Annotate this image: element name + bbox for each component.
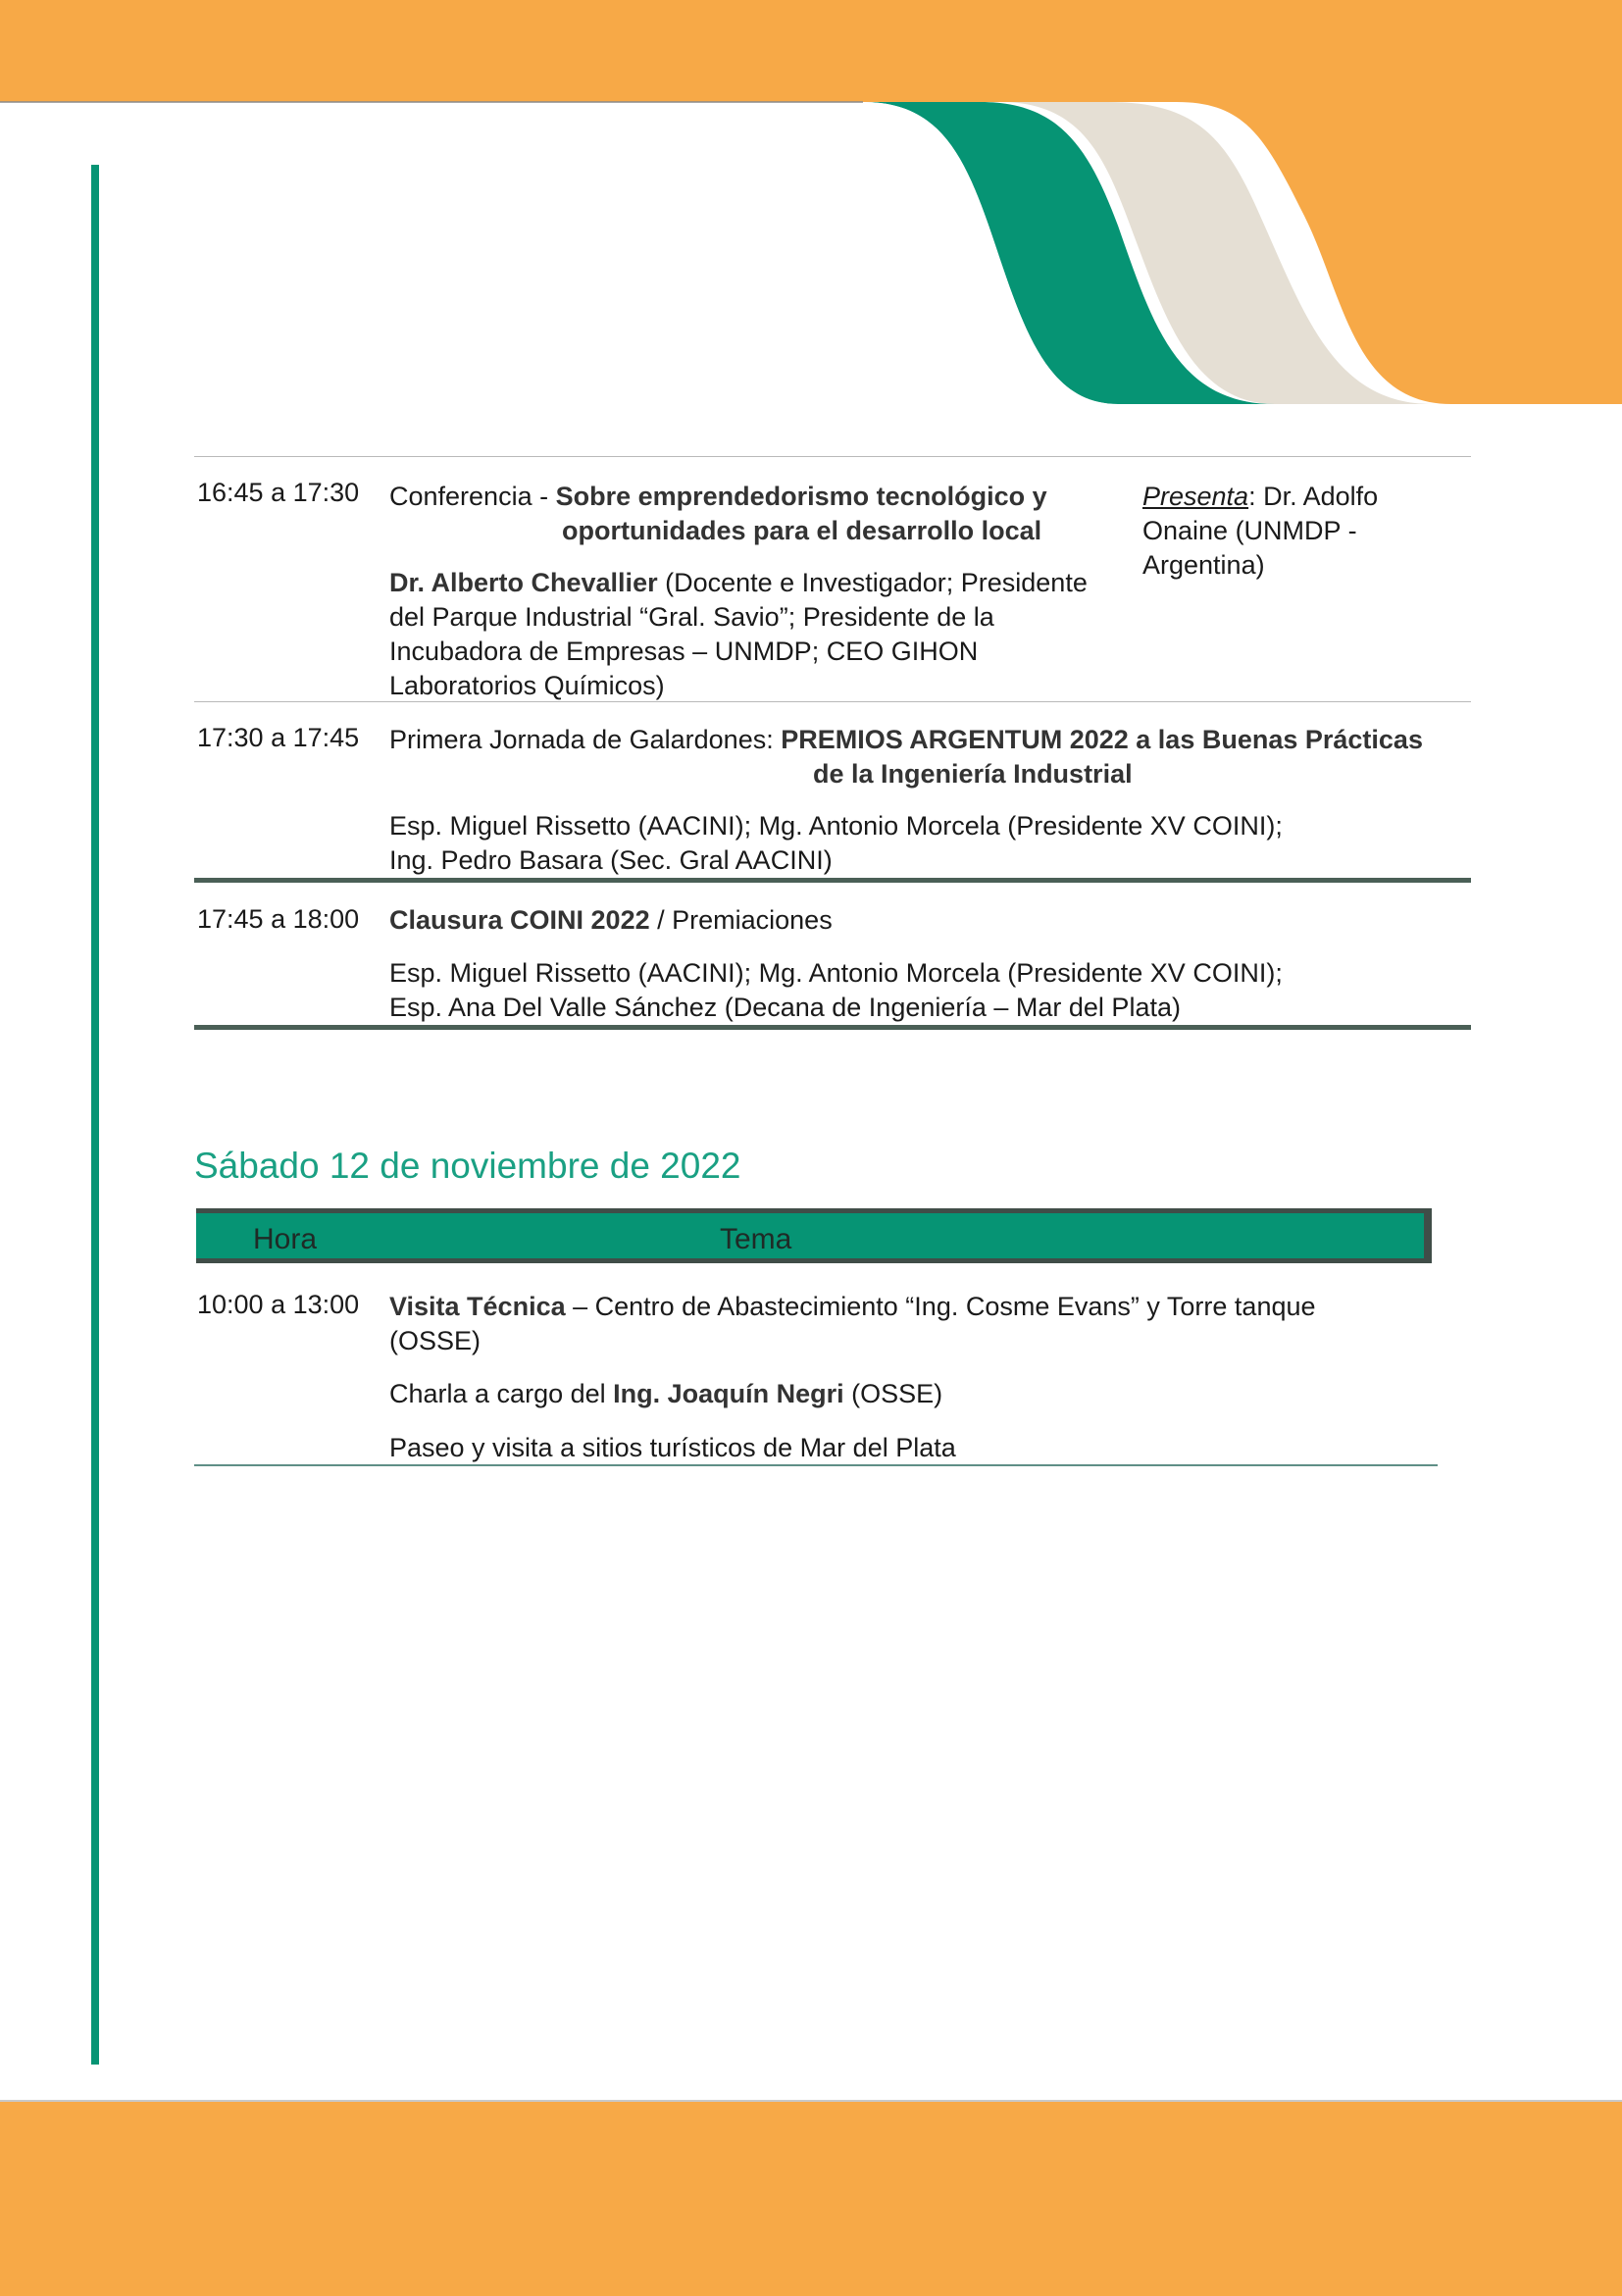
block4-charla-suffix: (OSSE) xyxy=(843,1379,943,1408)
left-accent-bar xyxy=(91,165,99,2065)
block1-speaker-desc-line2: del Parque Industrial “Gral. Savio”; Presidente de la xyxy=(389,602,994,632)
presenta-line3: Argentina) xyxy=(1142,550,1265,580)
block4-visit-rest-line1: – Centro de Abastecimiento “Ing. Cosme Evans” y Torre tanque xyxy=(565,1292,1316,1321)
block1-title-line2: oportunidades para el desarrollo local xyxy=(562,516,1042,545)
block2-title-line1: PREMIOS ARGENTUM 2022 a las Buenas Prácticas xyxy=(781,725,1423,754)
block2-people-line1: Esp. Miguel Rissetto (AACINI); Mg. Antonio Morcela (Presidente XV COINI); xyxy=(389,811,1283,841)
block1-presenta xyxy=(1142,480,1456,583)
table-rule-top xyxy=(194,456,1471,457)
block3-title-bold: Clausura COINI 2022 xyxy=(389,905,650,935)
table-rule-block2 xyxy=(194,701,1471,702)
day-heading: Sábado 12 de noviembre de 2022 xyxy=(194,1146,741,1186)
table-rule-thick-1 xyxy=(194,878,1471,883)
footer-band xyxy=(0,2100,1622,2296)
block3-people xyxy=(389,956,1478,1025)
block1-speaker-desc-line4: Laboratorios Químicos) xyxy=(389,671,665,700)
block4-charla-bold: Ing. Joaquín Negri xyxy=(613,1379,844,1408)
block3-time: 17:45 a 18:00 xyxy=(197,904,360,934)
block2-title xyxy=(389,723,1478,791)
block4-visit-bold: Visita Técnica xyxy=(389,1292,566,1321)
block2-people-line2: Ing. Pedro Basara (Sec. Gral AACINI) xyxy=(389,845,833,875)
presenta-label: Presenta xyxy=(1142,482,1249,511)
table-rule-bottom xyxy=(194,1464,1438,1466)
block3-people-line2: Esp. Ana Del Valle Sánchez (Decana de Ingeniería – Mar del Plata) xyxy=(389,993,1181,1022)
presenta-line1: : Dr. Adolfo xyxy=(1248,482,1379,511)
block1-speaker-name: Dr. Alberto Chevallier xyxy=(389,568,658,597)
header-wave-decoration xyxy=(0,0,1622,412)
block3-suffix: / Premiaciones xyxy=(649,905,833,935)
block4-charla-prefix: Charla a cargo del xyxy=(389,1379,614,1408)
table-rule-thick-2 xyxy=(194,1025,1471,1030)
schedule-table-header xyxy=(196,1208,1432,1263)
block4-paseo: Paseo y visita a sitios turísticos de Mar del Plata xyxy=(389,1433,956,1462)
block1-speaker-desc-line3: Incubadora de Empresas – UNMDP; CEO GIHON xyxy=(389,637,979,666)
header-hora: Hora xyxy=(253,1223,318,1255)
presenta-line2: Onaine (UNMDP - xyxy=(1142,516,1357,545)
block4-charla xyxy=(389,1377,1448,1411)
block4-visit-rest-line2: (OSSE) xyxy=(389,1326,482,1355)
block2-prefix: Primera Jornada de Galardones: xyxy=(389,725,782,754)
block4-time: 10:00 a 13:00 xyxy=(197,1290,360,1319)
block1-speaker xyxy=(389,566,1144,703)
block1-title-line1: Sobre emprendedorismo tecnológico y xyxy=(555,482,1047,511)
block3-people-line1: Esp. Miguel Rissetto (AACINI); Mg. Antonio Morcela (Presidente XV COINI); xyxy=(389,958,1283,988)
block1-speaker-desc-line1: (Docente e Investigador; Presidente xyxy=(657,568,1088,597)
block2-people xyxy=(389,809,1478,878)
header-tema: Tema xyxy=(720,1223,792,1255)
block1-prefix: Conferencia - xyxy=(389,482,556,511)
block3-title xyxy=(389,903,1478,938)
block1-title xyxy=(389,480,1135,548)
block2-title-line2: de la Ingeniería Industrial xyxy=(813,759,1133,789)
block2-time: 17:30 a 17:45 xyxy=(197,723,360,752)
block1-time: 16:45 a 17:30 xyxy=(197,478,360,507)
block4-visit xyxy=(389,1290,1448,1358)
